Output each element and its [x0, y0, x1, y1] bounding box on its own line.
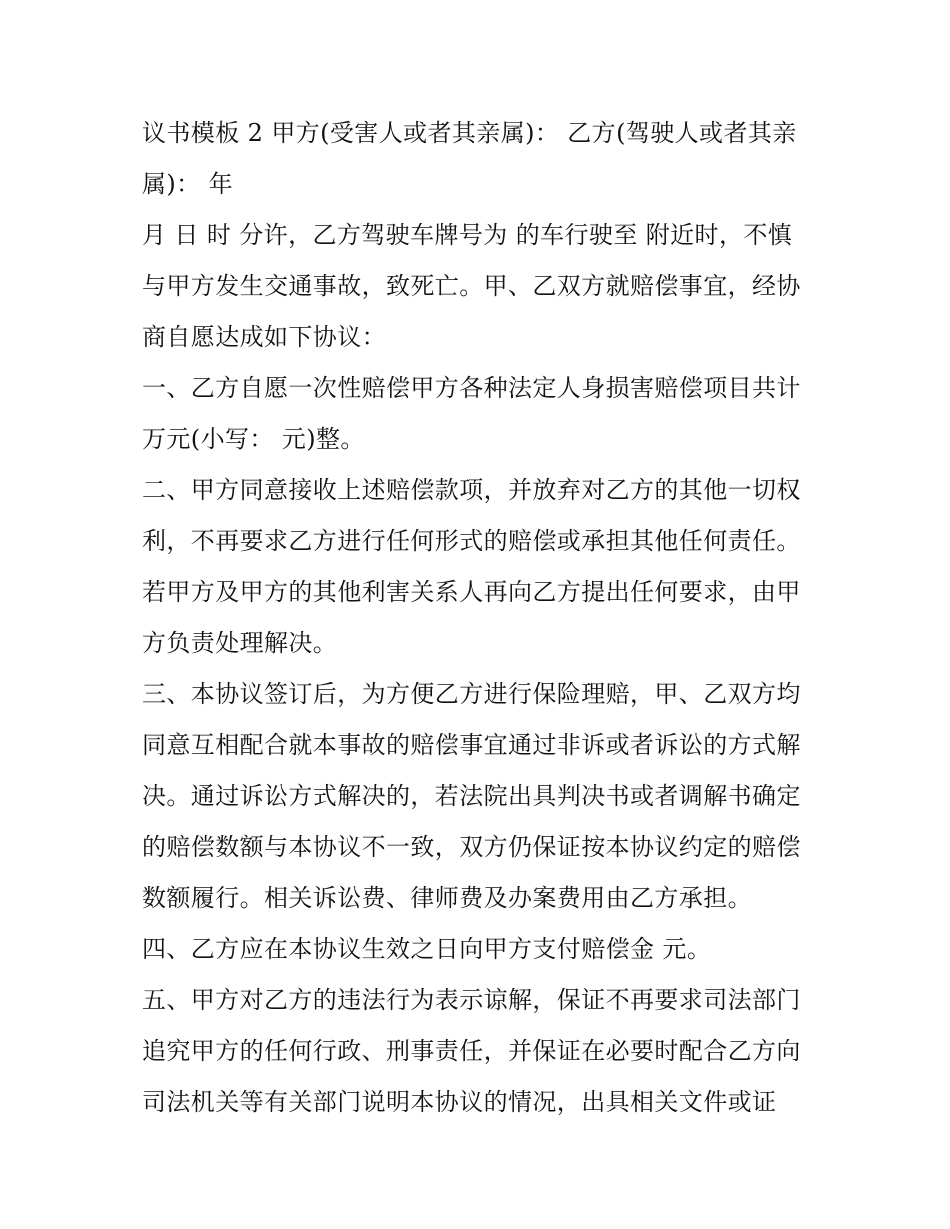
text-line-15: 的赔偿数额与本协议不一致，双方仍保证按本协议约定的赔偿 — [142, 833, 801, 861]
agreement-body-text — [142, 108, 822, 1128]
text-line-8: 二、甲方同意接收上述赔偿款项，并放弃对乙方的其他一切权 — [142, 476, 801, 504]
text-line-19: 追究甲方的任何行政、刑事责任，并保证在必要时配合乙方向 — [142, 1037, 801, 1065]
text-line-10: 若甲方及甲方的其他利害关系人再向乙方提出任何要求，由甲 — [142, 578, 801, 606]
text-line-13: 同意互相配合就本事故的赔偿事宜通过非诉或者诉讼的方式解 — [142, 731, 801, 759]
text-line-5: 商自愿达成如下协议： — [142, 323, 386, 351]
text-line-7: 万元(小写： 元)整。 — [142, 425, 365, 453]
text-line-3: 月 日 时 分许，乙方驾驶车牌号为 的车行驶至 附近时，不慎 — [142, 221, 793, 249]
text-line-6: 一、乙方自愿一次性赔偿甲方各种法定人身损害赔偿项目共计 — [142, 374, 801, 402]
text-line-16: 数额履行。相关诉讼费、律师费及办案费用由乙方承担。 — [142, 884, 752, 912]
text-line-4: 与甲方发生交通事故，致死亡。甲、乙双方就赔偿事宜，经协 — [142, 272, 801, 300]
text-line-2: 属)： 年 — [142, 170, 233, 198]
text-line-18: 五、甲方对乙方的违法行为表示谅解，保证不再要求司法部门 — [142, 986, 801, 1014]
text-line-17: 四、乙方应在本协议生效之日向甲方支付赔偿金 元。 — [142, 935, 712, 963]
text-line-1: 议书模板 2 甲方(受害人或者其亲属)： 乙方(驾驶人或者其亲 — [142, 119, 797, 147]
text-line-11: 方负责处理解决。 — [142, 629, 338, 657]
text-line-9: 利，不再要求乙方进行任何形式的赔偿或承担其他任何责任。 — [142, 527, 801, 555]
text-line-12: 三、本协议签订后，为方便乙方进行保险理赔，甲、乙双方均 — [142, 680, 801, 708]
text-line-20: 司法机关等有关部门说明本协议的情况，出具相关文件或证 — [142, 1088, 777, 1116]
text-line-14: 决。通过诉讼方式解决的，若法院出具判决书或者调解书确定 — [142, 782, 801, 810]
